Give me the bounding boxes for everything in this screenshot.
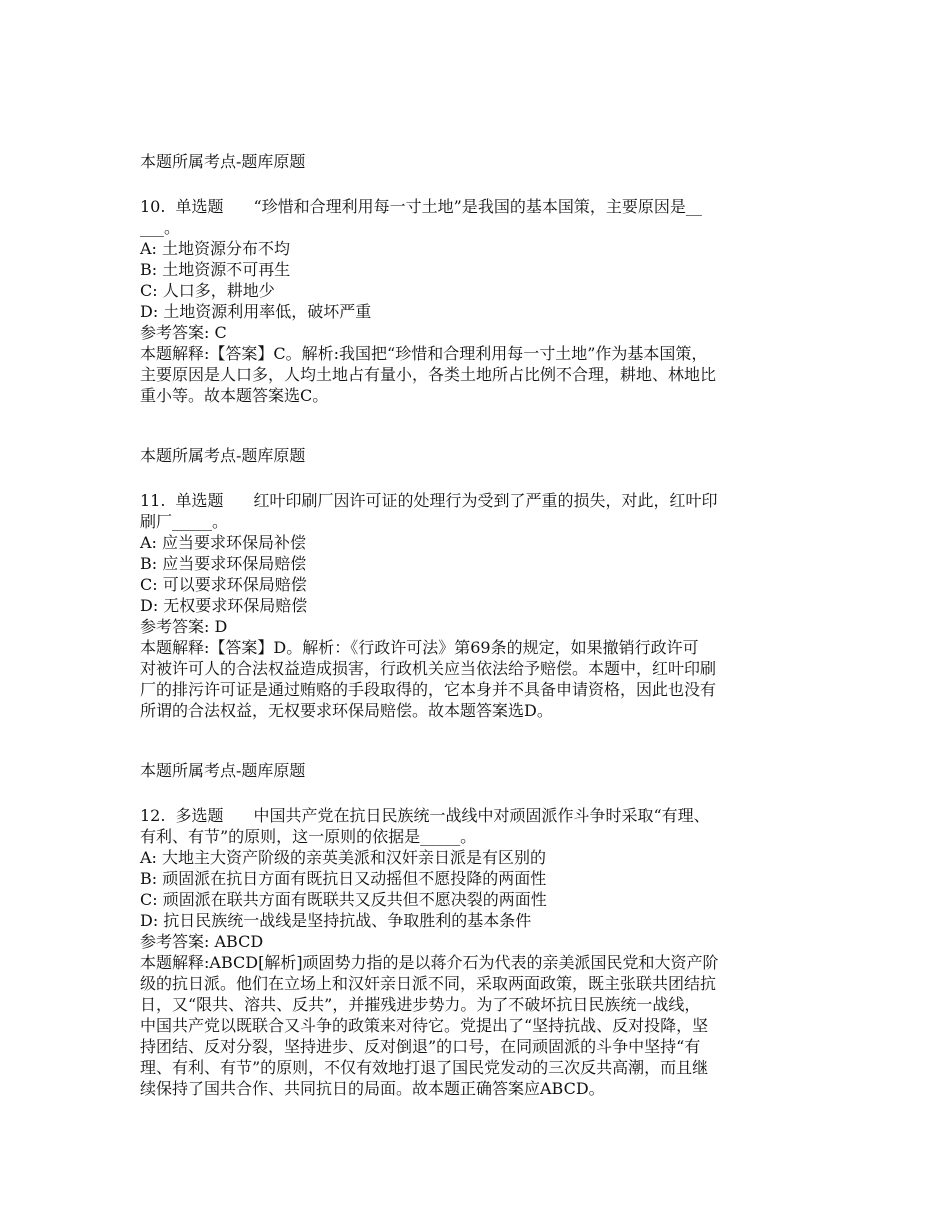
explanation-line: 级的抗日派。他们在立场上和汉奸亲日派不同，采取两面政策，既主张联共团结抗 xyxy=(140,974,717,993)
question-stem xyxy=(140,805,812,826)
explanation-line: 本题解释:【答案】C。解析:我国把“珍惜和合理利用每一寸土地”作为基本国策， xyxy=(140,344,708,363)
option-a: A: 土地资源分布不均 xyxy=(140,239,291,258)
reference-answer: 参考答案: ABCD xyxy=(140,932,264,951)
explanation-line: 重小等。故本题答案选C。 xyxy=(140,386,329,405)
question-block-10 xyxy=(140,152,812,406)
question-block-11 xyxy=(140,446,812,721)
explanation-line: 本题解释:ABCD[解析]顽固势力指的是以蒋介石为代表的亲美派国民党和大资产阶 xyxy=(140,953,719,972)
explanation-line: 主要原因是人口多，人均土地占有量小，各类土地所占比例不合理，耕地、林地比 xyxy=(140,365,717,384)
option-a: A: 大地主大资产阶级的亲英美派和汉奸亲日派是有区别的 xyxy=(140,848,547,867)
question-type: 多选题 xyxy=(175,806,224,825)
explanation-line: 所谓的合法权益，无权要求环保局赔偿。故本题答案选D。 xyxy=(140,701,553,720)
option-d: D: 土地资源利用率低，破坏严重 xyxy=(140,302,372,321)
question-source: 本题所属考点-题库原题 xyxy=(140,152,306,171)
option-b: B: 应当要求环保局赔偿 xyxy=(140,554,307,573)
option-d: D: 抗日民族统一战线是坚持抗战、争取胜利的基本条件 xyxy=(140,911,532,930)
question-type: 单选题 xyxy=(175,491,224,510)
option-c: C: 可以要求环保局赔偿 xyxy=(140,575,307,594)
question-stem-line-1: 红叶印刷厂因许可证的处理行为受到了严重的损失，对此，红叶印 xyxy=(253,491,718,510)
question-number: 12. xyxy=(140,806,166,825)
question-stem-line-1: “珍惜和合理利用每一寸土地”是我国的基本国策，主要原因是__ xyxy=(253,197,702,216)
question-type: 单选题 xyxy=(175,197,224,216)
explanation-line: 厂的排污许可证是通过贿赂的手段取得的，它本身并不具备申请资格，因此也没有 xyxy=(140,680,717,699)
reference-answer: 参考答案: D xyxy=(140,617,228,636)
option-b: B: 土地资源不可再生 xyxy=(140,260,291,279)
option-c: C: 人口多，耕地少 xyxy=(140,281,275,300)
question-stem-line-2: ___。 xyxy=(140,218,181,237)
question-source: 本题所属考点-题库原题 xyxy=(140,761,306,780)
option-d: D: 无权要求环保局赔偿 xyxy=(140,596,308,615)
question-number: 10. xyxy=(140,197,166,216)
explanation-line: 持团结、反对分裂，坚持进步、反对倒退”的口号，在同顽固派的斗争中坚持“有 xyxy=(140,1037,701,1056)
question-stem xyxy=(140,490,812,511)
question-stem-line-2: 刷厂_____。 xyxy=(140,512,229,531)
option-a: A: 应当要求环保局补偿 xyxy=(140,533,307,552)
explanation-line: 中国共产党以既联合又斗争的政策来对待它。党提出了“坚持抗战、反对投降，坚 xyxy=(140,1016,709,1035)
explanation-line: 续保持了国共合作、共同抗日的局面。故本题正确答案应ABCD。 xyxy=(140,1079,605,1098)
question-stem-line-1: 中国共产党在抗日民族统一战线中对顽固派作斗争时采取“有理、 xyxy=(253,806,710,825)
reference-answer: 参考答案: C xyxy=(140,323,227,342)
question-source: 本题所属考点-题库原题 xyxy=(140,446,306,465)
explanation-line: 理、有利、有节”的原则，不仅有效地打退了国民党发动的三次反共高潮，而且继 xyxy=(140,1058,709,1077)
option-c: C: 顽固派在联共方面有既联共又反共但不愿决裂的两面性 xyxy=(140,890,547,909)
question-stem-line-2: 有利、有节”的原则，这一原则的依据是_____。 xyxy=(140,827,477,846)
question-block-12 xyxy=(140,761,812,1099)
explanation-line: 对被许可人的合法权益造成损害，行政机关应当依法给予赔偿。本题中，红叶印刷 xyxy=(140,659,717,678)
question-number: 11. xyxy=(140,491,166,510)
question-stem xyxy=(140,196,812,217)
explanation-line: 日，又“限共、溶共、反共”，并摧残进步势力。为了不破坏抗日民族统一战线， xyxy=(140,995,701,1014)
option-b: B: 顽固派在抗日方面有既抗日又动摇但不愿投降的两面性 xyxy=(140,869,547,888)
explanation-line: 本题解释:【答案】D。解析：《行政许可法》第69条的规定，如果撤销行政许可 xyxy=(140,638,699,657)
document-page xyxy=(140,152,812,1099)
